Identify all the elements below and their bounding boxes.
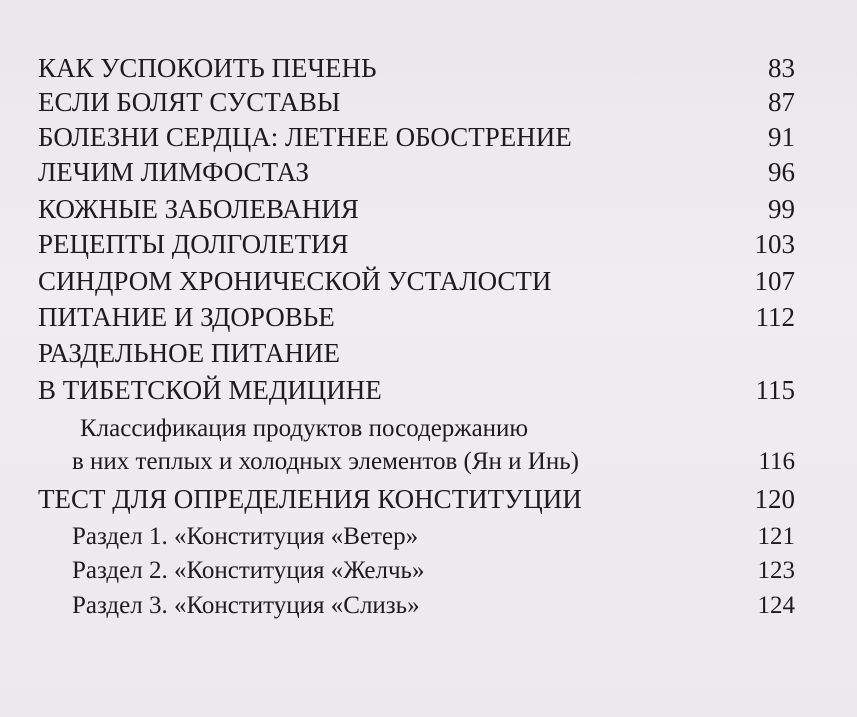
toc-entry-title: в них теплых и холодных элементов (Ян и Инь) bbox=[72, 448, 579, 475]
toc-entry-title: Раздел 1. «Конституция «Ветер» bbox=[72, 523, 419, 550]
toc-entry-page: 116 bbox=[758, 448, 795, 475]
toc-entry-title: ЕСЛИ БОЛЯТ СУСТАВЫ bbox=[38, 87, 341, 117]
toc-entry-page: 124 bbox=[757, 592, 795, 619]
toc-entry-page: 103 bbox=[754, 229, 795, 259]
toc-entry-page: 112 bbox=[755, 302, 795, 332]
toc-entry-title: РЕЦЕПТЫ ДОЛГОЛЕТИЯ bbox=[38, 229, 349, 259]
toc-entry-page: 120 bbox=[754, 484, 795, 514]
toc-entry-title: РАЗДЕЛЬНОЕ ПИТАНИЕ bbox=[38, 338, 341, 368]
toc-entry-title: ПИТАНИЕ И ЗДОРОВЬЕ bbox=[38, 302, 335, 332]
toc-entry-title: Раздел 2. «Конституция «Желчь» bbox=[72, 557, 425, 584]
toc-entry-page: 83 bbox=[768, 53, 795, 83]
toc-entry-page: 96 bbox=[768, 157, 795, 187]
toc-entry-title: ЛЕЧИМ ЛИМФОСТАЗ bbox=[38, 157, 310, 187]
toc-entry-page: 87 bbox=[768, 87, 795, 117]
toc-entry-page: 115 bbox=[755, 375, 795, 405]
toc-entry-page: 121 bbox=[757, 523, 795, 550]
toc-entry-title: Классификация продуктов посодержанию bbox=[80, 415, 529, 442]
toc-entry-title: БОЛЕЗНИ СЕРДЦА: ЛЕТНЕЕ ОБОСТРЕНИЕ bbox=[38, 122, 572, 152]
toc-entry-page: 99 bbox=[768, 194, 795, 224]
toc-entry-title: КОЖНЫЕ ЗАБОЛЕВАНИЯ bbox=[38, 194, 359, 224]
toc-entry-title: ТЕСТ ДЛЯ ОПРЕДЕЛЕНИЯ КОНСТИТУЦИИ bbox=[38, 484, 582, 514]
toc-entry-title: В ТИБЕТСКОЙ МЕДИЦИНЕ bbox=[38, 375, 382, 405]
toc-entry-title: Раздел 3. «Конституция «Слизь» bbox=[72, 592, 420, 619]
toc-entry-title: КАК УСПОКОИТЬ ПЕЧЕНЬ bbox=[38, 53, 377, 83]
toc-entry-page: 107 bbox=[754, 266, 795, 296]
toc-entry-page: 91 bbox=[768, 122, 795, 152]
toc-entry-page: 123 bbox=[757, 557, 795, 584]
toc-entry-title: СИНДРОМ ХРОНИЧЕСКОЙ УСТАЛОСТИ bbox=[38, 266, 552, 296]
